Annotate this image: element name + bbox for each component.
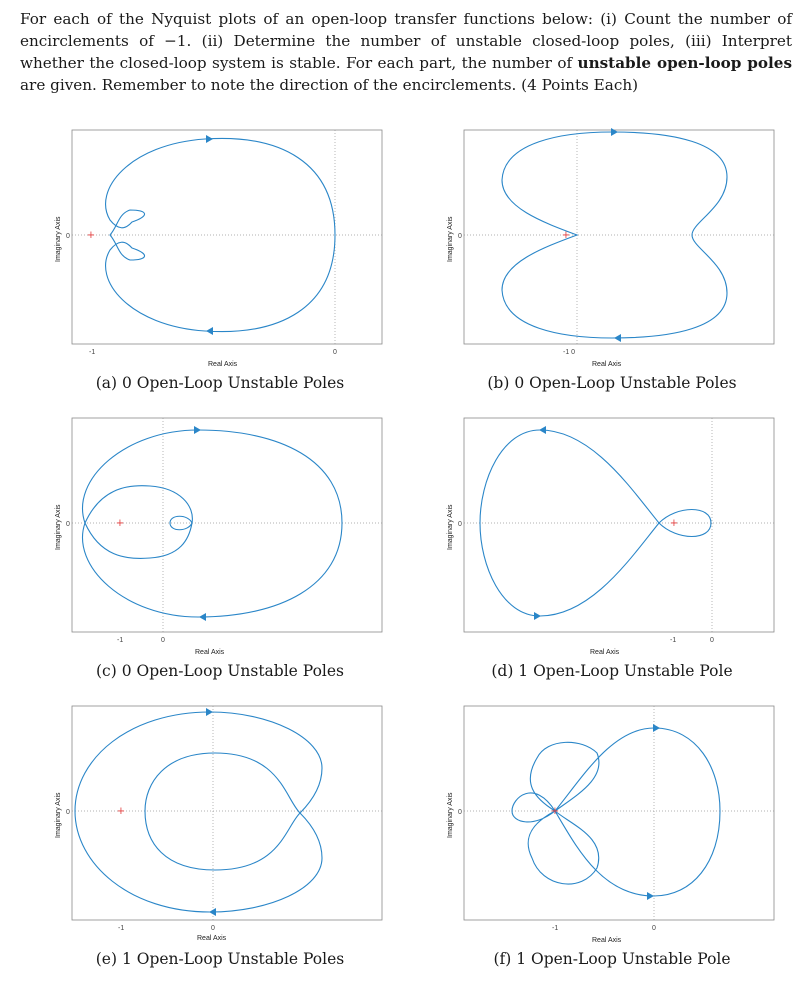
x-axis-label: Real Axis xyxy=(208,361,238,368)
nyquist-plot-f xyxy=(422,698,802,950)
nyquist-plot-d xyxy=(422,410,802,662)
intro-bold: unstable open-loop poles xyxy=(577,54,792,72)
x-axis-label: Real Axis xyxy=(592,361,622,368)
x-tick: 0 xyxy=(333,349,337,356)
plot-caption: (f) 1 Open-Loop Unstable Pole xyxy=(493,950,731,968)
critical-point-marker: + xyxy=(116,806,126,817)
y-axis-label: Imaginary Axis xyxy=(55,504,62,550)
x-tick: -1 xyxy=(118,925,125,932)
x-tick: -1 xyxy=(552,925,559,932)
plot-panel-a xyxy=(30,122,410,400)
x-tick: 0 xyxy=(161,637,165,644)
x-axis-label: Real Axis xyxy=(592,937,622,944)
x-axis-label: Real Axis xyxy=(197,935,227,942)
x-tick: 0 xyxy=(710,637,714,644)
y-axis-label: Imaginary Axis xyxy=(447,504,454,550)
plot-caption: (b) 0 Open-Loop Unstable Poles xyxy=(487,374,737,392)
plot-panel-d xyxy=(422,410,802,688)
plot-caption: (d) 1 Open-Loop Unstable Pole xyxy=(491,662,733,680)
critical-point-marker: + xyxy=(561,230,571,241)
x-tick: 0 xyxy=(211,925,215,932)
y-axis-label: Imaginary Axis xyxy=(447,216,454,262)
intro-text-1: For each of the Nyquist plots of an open-loop transfer functions below: (i) Count the number of encirclements of −1. (ii) Determine the number of unstable closed-loop poles, (iii) Interpret whether the closed-loop system is stable. For each part, the number of xyxy=(20,10,792,72)
problem-statement xyxy=(20,8,792,96)
plot-panel-c xyxy=(30,410,410,688)
y-tick: 0 xyxy=(66,521,70,528)
nyquist-plot-c xyxy=(30,410,410,662)
critical-point-marker: + xyxy=(669,518,679,529)
x-tick: -1 xyxy=(670,637,677,644)
y-axis-label: Imaginary Axis xyxy=(55,792,62,838)
critical-point-marker: + xyxy=(86,230,96,241)
x-axis-label: Real Axis xyxy=(195,649,225,656)
y-tick: 0 xyxy=(458,521,462,528)
plot-caption: (e) 1 Open-Loop Unstable Poles xyxy=(95,950,345,968)
intro-text-2: are given. Remember to note the direction of the encirclements. (4 Points Each) xyxy=(20,76,639,94)
y-axis-label: Imaginary Axis xyxy=(55,216,62,262)
y-tick: 0 xyxy=(458,809,462,816)
nyquist-plot-e xyxy=(30,698,410,950)
x-axis-label: Real Axis xyxy=(590,649,620,656)
plot-panel-b xyxy=(422,122,802,400)
y-tick: 0 xyxy=(66,809,70,816)
x-tick: -1 xyxy=(117,637,124,644)
plot-panel-e xyxy=(30,698,410,976)
y-tick: 0 xyxy=(458,233,462,240)
x-tick: -1 xyxy=(89,349,96,356)
plot-caption: (a) 0 Open-Loop Unstable Poles xyxy=(95,374,345,392)
critical-point-marker: + xyxy=(115,518,125,529)
critical-point-marker: + xyxy=(550,806,560,817)
y-tick: 0 xyxy=(66,233,70,240)
nyquist-plot-b xyxy=(422,122,802,374)
y-axis-label: Imaginary Axis xyxy=(447,792,454,838)
x-tick: -1 0 xyxy=(563,349,576,356)
nyquist-plot-a xyxy=(30,122,410,374)
plot-panel-f xyxy=(422,698,802,976)
plot-caption: (c) 0 Open-Loop Unstable Poles xyxy=(96,662,344,680)
x-tick: 0 xyxy=(652,925,656,932)
